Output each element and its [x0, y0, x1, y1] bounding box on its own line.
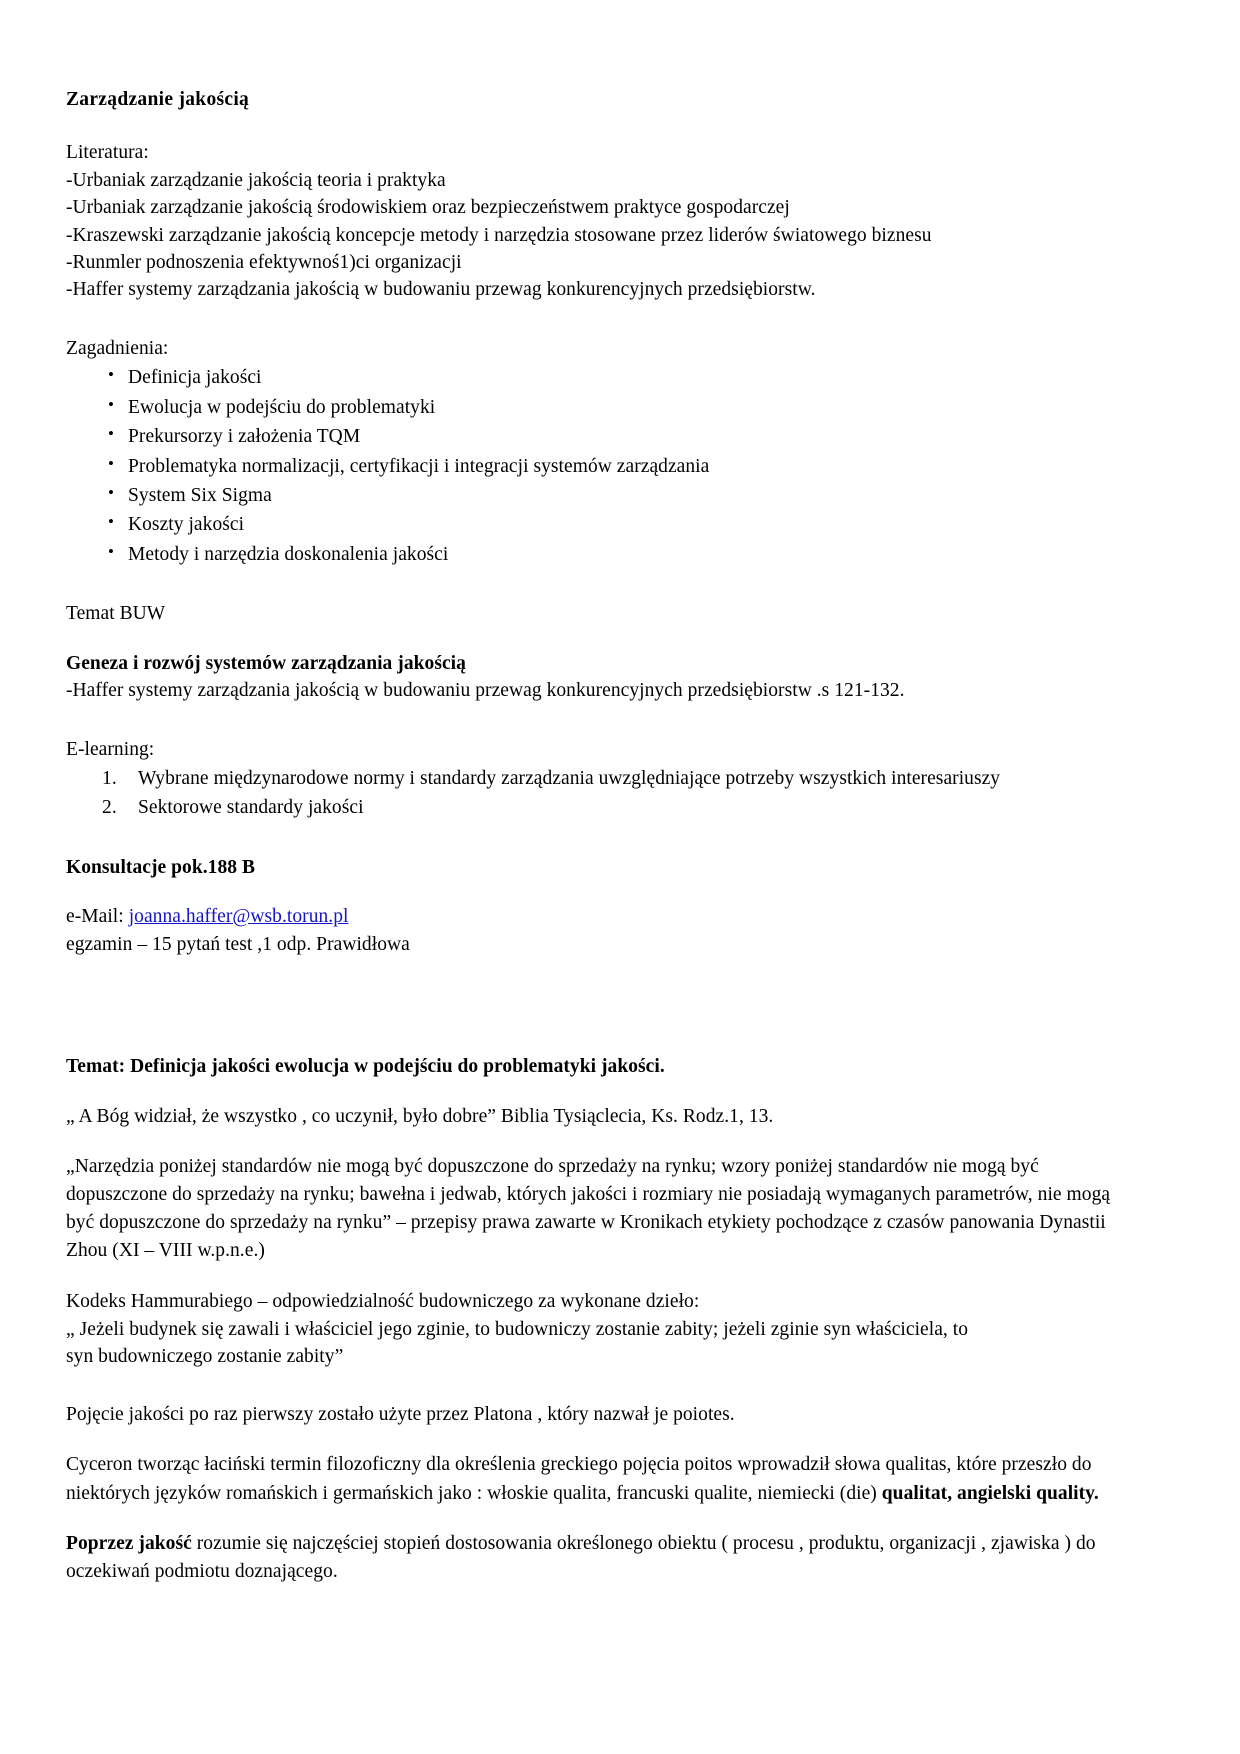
list-item: • System Six Sigma [66, 482, 1136, 510]
cicero-text: Cyceron tworząc łaciński termin filozoficzny dla określenia greckiego pojęcia poitos wprowadził słowa qualitas, które przeszło do niektórych języków romańskich i germańskich jako : włoskie qualita, francuski qualite, niemiecki (die) [66, 1454, 1092, 1504]
list-item: • Prekursorzy i założenia TQM [66, 423, 1136, 451]
literature-item: -Haffer systemy zarządzania jakością w budowaniu przewag konkurencyjnych przedsiębiorstw. [66, 279, 816, 301]
spacer [66, 628, 1136, 650]
list-item: • Definicja jakości [66, 364, 1136, 392]
elearning-section [66, 736, 1136, 823]
spacer [66, 1379, 1136, 1401]
literature-heading: Literatura: [66, 142, 149, 164]
list-item: Wybrane międzynarodowe normy i standardy zarządzania uwzględniające potrzeby wszystkich interesariuszy [138, 767, 1001, 789]
spacer [66, 1266, 1136, 1288]
cicero-text-bold: qualitat, angielski quality. [881, 1482, 1099, 1504]
elearning-list [66, 765, 1136, 823]
spacer [66, 1429, 1136, 1451]
list-item: • Koszty jakości [66, 511, 1136, 539]
quality-definition-text: rozumie się najczęściej stopień dostosowania określonego obiektu ( procesu , produktu, organizacji , zjawiska ) do oczekiwań podmiotu doznającego. [66, 1532, 1096, 1582]
quality-definition-label: Poprzez jakość [66, 1532, 192, 1554]
literature-item: -Urbaniak zarządzanie jakością teoria i praktyka [66, 169, 446, 191]
literature-item: -Runmler podnoszenia efektywnoś1)ci organizacji [66, 251, 462, 273]
cicero-paragraph [66, 1451, 1136, 1507]
buw-section-source: -Haffer systemy zarządzania jakością w budowaniu przewag konkurencyjnych przedsiębiorstw .s 121-132. [66, 680, 905, 702]
bible-quote: „ A Bóg widział, że wszystko , co uczynił, było dobre” Biblia Tysiąclecia, Ks. Rodz.1, 13. [66, 1106, 774, 1128]
consultations-line: Konsultacje pok.188 B [66, 856, 256, 878]
spacer [66, 881, 1136, 903]
email-line [66, 903, 1136, 930]
spacer [66, 313, 1136, 335]
spacer [66, 1081, 1136, 1103]
document-body [66, 86, 1136, 1586]
spacer [66, 1508, 1136, 1530]
spacer [66, 1031, 1136, 1053]
topics-heading: Zagadnienia: [66, 337, 169, 359]
literature-item: -Urbaniak zarządzanie jakością środowiskiem oraz bezpieczeństwem praktyce gospodarczej [66, 197, 790, 219]
literature-section [66, 139, 1136, 303]
elearning-heading: E-learning: [66, 738, 155, 760]
hammurabi-heading: Kodeks Hammurabiego – odpowiedzialność budowniczego za wykonane dzieło: [66, 1290, 700, 1312]
email-label: e-Mail: [66, 906, 124, 928]
list-item: • Metody i narzędzia doskonalenia jakości [66, 541, 1136, 569]
spacer [66, 1131, 1136, 1153]
list-item: • Ewolucja w podejściu do problematyki [66, 394, 1136, 422]
lecture-topic [66, 1053, 1136, 1081]
hammurabi-quote-line: „ Jeżeli budynek się zawali i właściciel jego zginie, to budowniczy zostanie zabity; jeżeli zginie syn właściciela, to [66, 1318, 969, 1340]
page-title: Zarządzanie jakością [66, 89, 250, 110]
hammurabi-section [66, 1288, 1136, 1371]
zhou-paragraph: „Narzędzia poniżej standardów nie mogą być dopuszczone do sprzedaży na rynku; wzory poniżej standardów nie mogą być dopuszczone do sprzedaży na rynku; bawełna i jedwab, których jakości i rozmiary nie posiadają wymaganych parametrów, nie mogą być dopuszczone do sprzedaży na rynku” – przepisy prawa zawarte w Kronikach etykiety pochodzące z czasów panowania Dynastii Zhou (XI – VIII w.p.n.e.) [66, 1156, 1111, 1262]
buw-section [66, 650, 1136, 705]
buw-section-heading: Geneza i rozwój systemów zarządzania jakością [66, 652, 466, 674]
spacer [66, 714, 1136, 736]
email-link[interactable]: joanna.haffer@wsb.torun.pl [128, 906, 349, 928]
spacer [66, 967, 1136, 1031]
contact-section [66, 903, 1136, 958]
lecture-topic-text: Definicja jakości ewolucja w podejściu do problematyki jakości. [125, 1056, 665, 1078]
spacer [66, 832, 1136, 854]
list-item: • Problematyka normalizacji, certyfikacji i integracji systemów zarządzania [66, 453, 1136, 481]
exam-line: egzamin – 15 pytań test ,1 odp. Prawidłowa [66, 933, 410, 955]
buw-label: Temat BUW [66, 603, 166, 625]
list-item: Sektorowe standardy jakości [138, 797, 364, 819]
spacer [66, 578, 1136, 600]
lecture-topic-label: Temat: [66, 1056, 126, 1078]
topics-section [66, 335, 1136, 570]
quality-definition-paragraph [66, 1530, 1136, 1586]
plato-paragraph: Pojęcie jakości po raz pierwszy zostało użyte przez Platona , który nazwał je poiotes. [66, 1404, 735, 1426]
hammurabi-quote-line: syn budowniczego zostanie zabity” [66, 1346, 344, 1368]
literature-item: -Kraszewski zarządzanie jakością koncepcje metody i narzędzia stosowane przez liderów światowego biznesu [66, 224, 932, 246]
topics-list [66, 364, 1136, 569]
